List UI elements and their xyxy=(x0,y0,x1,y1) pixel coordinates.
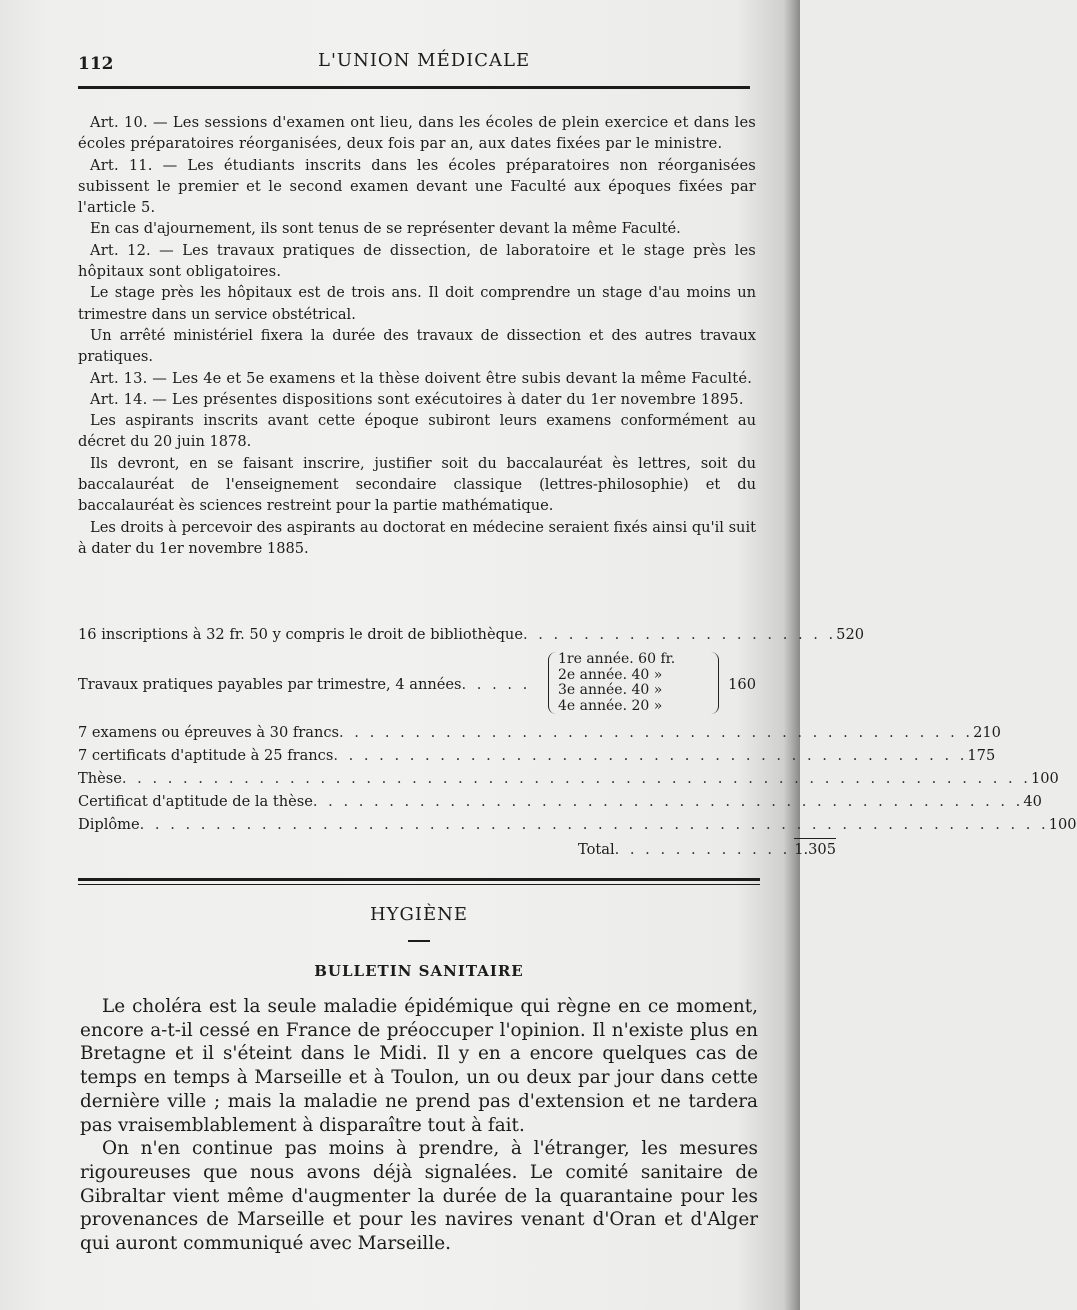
leader-dots: . . . . . . . . . . . . . . . . . . . . . xyxy=(522,626,837,643)
fee-label: 16 inscriptions à 32 fr. 50 y compris le droit de bibliothèque xyxy=(78,626,523,643)
year-4: 4e année. 20 » xyxy=(558,697,663,714)
section-rule-thin xyxy=(78,884,760,885)
fee-row-certificats xyxy=(78,747,996,767)
leader-dots: . . . . . . . . . . . . . . . . . . . . . . . . . . . . . . . . . . . . . . . . . . . . . . . . . . . . . . . . . . . . xyxy=(139,816,1049,833)
bulletin-paragraph-1: Le choléra est la seule maladie épidémique qui règne en ce moment, encore a-t-il cessé en France de préoccuper l'opinion. Il n'existe plus en Bretagne et il s'éteint dans le Midi. Il y en a encore quelques cas de temps en temps à Marseille et à Toulon, un ou deux par jour dans cette dernière ville ; mais la maladie ne prend pas d'extension et ne tardera pas vraisemblablement à disparaître tout à fait. xyxy=(80,996,758,1136)
fee-label: 7 certificats d'aptitude à 25 francs xyxy=(78,747,334,764)
leader-dots: . . . . . . . . . . . . . . . . . . . . . . . . . . . . . . . . . . . . . . . . . . . . . . . xyxy=(312,793,1024,810)
fee-row-inscriptions xyxy=(78,626,865,646)
fee-amount: 175 xyxy=(967,747,996,764)
year-2: 2e année. 40 » xyxy=(558,666,663,683)
bulletin-paragraph-2: On n'en continue pas moins à prendre, à l'étranger, les mesures rigoureuses que nous avons déjà signalées. Le comité sanitaire de Gibraltar vient même d'augmenter la durée de la quarantaine pour les provenances de Marseille et pour les navires venant d'Oran et d'Alger qui auront communiqué avec Marseille. xyxy=(80,1138,758,1255)
bulletin-sanitaire xyxy=(80,995,758,1256)
fee-amount: 210 xyxy=(973,724,1001,741)
leader-dots: . . . . . . . . . . . . xyxy=(614,841,791,858)
page-number: 112 xyxy=(78,54,114,74)
fee-row-total xyxy=(578,841,836,858)
article-13: Art. 13. — Les 4e et 5e examens et la thèse doivent être subis devant la même Faculté. xyxy=(90,369,753,387)
section-rule-thick xyxy=(78,878,760,881)
section-dash xyxy=(408,940,430,942)
year-1: 1re année. 60 fr. xyxy=(558,651,676,667)
aspirants-paragraph: Les aspirants inscrits avant cette époque subiront leurs examens conformément au décret du 20 juin 1878. xyxy=(78,412,756,451)
fee-row-these xyxy=(78,770,1059,790)
adjournment-paragraph: En cas d'ajournement, ils sont tenus de se représenter devant la même Faculté. xyxy=(90,220,681,238)
fee-label: Travaux pratiques payables par trimestre, 4 années xyxy=(78,676,462,693)
decree-articles xyxy=(78,112,756,559)
article-10: Art. 10. — Les sessions d'examen ont lieu, dans les écoles de plein exercice et dans les écoles préparatoires réorganisées, deux fois par an, aux dates fixées par le ministre. xyxy=(78,114,756,153)
baccalaureat-paragraph: Ils devront, en se faisant inscrire, justifier soit du baccalauréat ès lettres, soit du baccalauréat de l'enseignement secondaire classique (lettres-philosophie) et du baccalauréat ès sciences restreint pour la partie mathématique. xyxy=(78,454,756,515)
total-amount: 1.305 xyxy=(794,841,836,858)
page-header xyxy=(78,48,758,88)
year-3: 3e année. 40 » xyxy=(558,682,663,698)
sum-rule xyxy=(794,838,836,839)
fee-amount: 160 xyxy=(728,676,756,693)
fee-label: 7 examens ou épreuves à 30 francs xyxy=(78,724,340,741)
fees-intro-paragraph: Les droits à percevoir des aspirants au doctorat en médecine seraient fixés ainsi qu'il suit à dater du 1er novembre 1885. xyxy=(78,518,756,557)
leader-dots: . . . . . xyxy=(461,676,531,693)
leader-dots: . . . . . . . . . . . . . . . . . . . . . . . . . . . . . . . . . . . . . . . . . . xyxy=(333,747,968,764)
running-title: L'UNION MÉDICALE xyxy=(318,50,531,71)
fee-label: Certificat d'aptitude de la thèse xyxy=(78,793,313,810)
header-rule xyxy=(78,86,750,89)
fee-amount: 100 xyxy=(1030,770,1059,787)
article-14: Art. 14. — Les présentes dispositions sont exécutoires à dater du 1er novembre 1895. xyxy=(90,390,744,408)
total-label: Total xyxy=(578,841,615,858)
article-12: Art. 12. — Les travaux pratiques de dissection, de laboratoire et le stage près les hôpitaux sont obligatoires. xyxy=(78,241,756,281)
article-11: Art. 11. — Les étudiants inscrits dans les écoles préparatoires non réorganisées subissent le premier et le second examen devant une Faculté aux époques fixées par l'article 5. xyxy=(78,156,756,217)
fee-label: Thèse xyxy=(78,770,122,787)
fee-amount: 520 xyxy=(836,626,865,643)
fee-row-travaux xyxy=(78,676,756,696)
section-title: HYGIÈNE xyxy=(369,904,469,925)
fee-row-certificat-these xyxy=(78,793,1042,813)
leader-dots: . . . . . . . . . . . . . . . . . . . . . . . . . . . . . . . . . . . . . . . . . . . . . . . . . . . . . . . . . . . . xyxy=(121,770,1031,787)
fee-amount: 40 xyxy=(1023,793,1042,810)
leader-dots: . . . . . . . . . . . . . . . . . . . . . . . . . . . . . . . . . . . . . . . . . . xyxy=(339,724,974,741)
bulletin-title: BULLETIN SANITAIRE xyxy=(314,962,524,980)
ministerial-decree-paragraph: Un arrêté ministériel fixera la durée des travaux de dissection et des autres travaux pratiques. xyxy=(78,326,756,366)
fee-row-examens xyxy=(78,724,1001,744)
fee-label: Diplôme xyxy=(78,816,140,833)
hospital-stage-paragraph: Le stage près les hôpitaux est de trois ans. Il doit comprendre un stage d'au moins un trimestre dans un service obstétrical. xyxy=(78,284,756,323)
fee-row-diplome xyxy=(78,816,1077,836)
fee-amount: 100 xyxy=(1048,816,1077,833)
